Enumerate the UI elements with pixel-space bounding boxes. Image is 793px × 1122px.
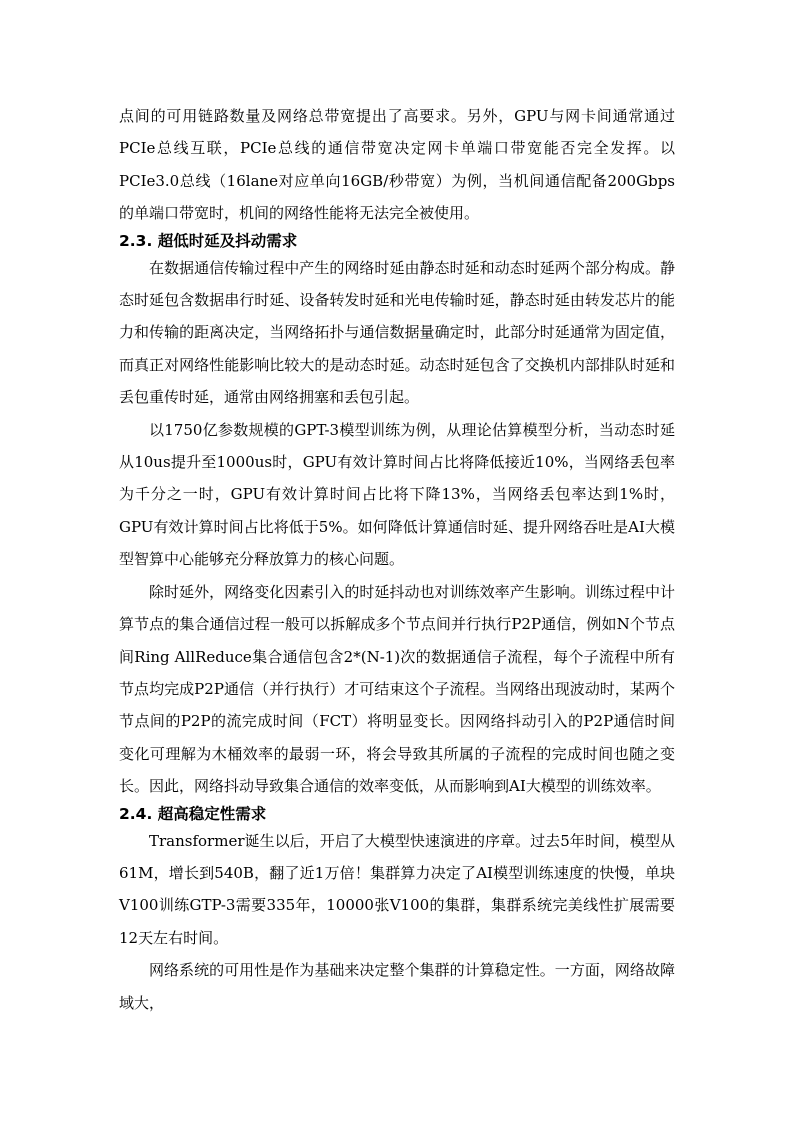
page-content	[119, 100, 675, 1019]
section-heading-2-4: 2.4. 超高稳定性需求	[119, 804, 267, 823]
paragraph-jitter: 除时延外，网络变化因素引入的时延抖动也对训练效率产生影响。训练过程中计算节点的集合通信过程一般可以拆解成多个节点间并行执行P2P通信，例如N个节点间Ring AllReduce集合通信包含2*(N-1)次的数据通信子流程，每个子流程中所有节点均完成P2P通信（并行执行）才可结束这个子流程。当网络出现波动时，某两个节点间的P2P的流完成时间（FCT）将明显变长。因网络抖动引入的P2P通信时间变化可理解为木桶效率的最弱一环，将会导致其所属的子流程的完成时间也随之变长。因此，网络抖动导致集合通信的效率变低，从而影响到AI大模型的训练效率。	[119, 582, 675, 796]
paragraph-transformer: Transformer诞生以后，开启了大模型快速演进的序章。过去5年时间，模型从61M，增长到540B，翻了近1万倍！集群算力决定了AI模型训练速度的快慢，单块V100训练GTP-3需要335年，10000张V100的集群，集群系统完美线性扩展需要12天左右时间。	[119, 831, 675, 947]
intro-paragraph: 点间的可用链路数量及网络总带宽提出了高要求。另外，GPU与网卡间通常通过PCIe总线互联，PCIe总线的通信带宽决定网卡单端口带宽能否完全发挥。以PCIe3.0总线（16lane对应单向16GB/秒带宽）为例，当机间通信配备200Gbps的单端口带宽时，机间的网络性能将无法完全被使用。	[119, 107, 675, 223]
paragraph-gpt3-example: 以1750亿参数规模的GPT-3模型训练为例，从理论估算模型分析，当动态时延从10us提升至1000us时，GPU有效计算时间占比将降低接近10%，当网络丢包率为千分之一时，GPU有效计算时间占比将下降13%，当网络丢包率达到1%时，GPU有效计算时间占比将低于5%。如何降低计算通信时延、提升网络吞吐是AI大模型智算中心能够充分释放算力的核心问题。	[119, 420, 675, 569]
paragraph-network-availability: 网络系统的可用性是作为基础来决定整个集群的计算稳定性。一方面，网络故障域大，	[119, 961, 675, 1012]
section-heading-2-3: 2.3. 超低时延及抖动需求	[119, 231, 298, 250]
paragraph-latency-composition: 在数据通信传输过程中产生的网络时延由静态时延和动态时延两个部分构成。静态时延包含数据串行时延、设备转发时延和光电传输时延，静态时延由转发芯片的能力和传输的距离决定，当网络拓扑与通信数据量确定时，此部分时延通常为固定值，而真正对网络性能影响比较大的是动态时延。动态时延包含了交换机内部排队时延和丢包重传时延，通常由网络拥塞和丢包引起。	[119, 258, 675, 407]
